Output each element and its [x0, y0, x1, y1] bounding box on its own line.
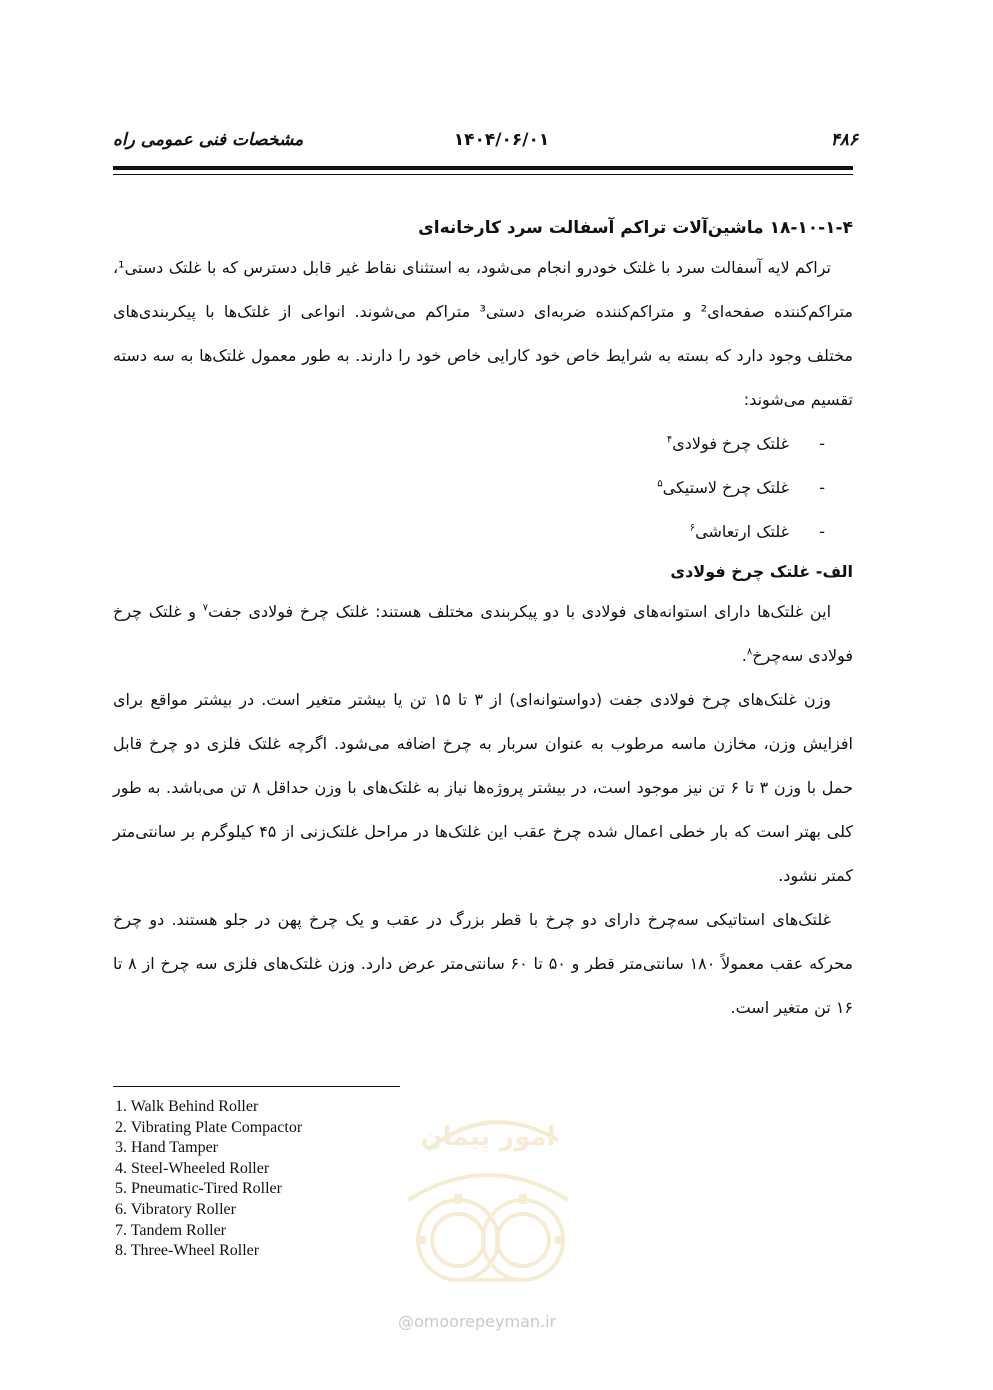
header-rule-thin [113, 174, 853, 175]
paragraph-tandem-weight: وزن غلتک‌های چرخ فولادی جفت (دواستوانه‌ای) از ۳ تا ۱۵ تن یا بیشتر متغیر است. در بیشتر مواقع برای افزایش وزن، مخازن ماسه مرطوب به عنوان سربار به چرخ اضافه می‌شود. اگرچه غلتک فلزی دو چرخ قابل حمل با وزن ۳ تا ۶ تن نیز موجود است، در بیشتر پروژه‌ها نیاز به غلتک‌های با وزن حداقل ۸ تن می‌باشد. به طور کلی بهتر است که بار خطی اعمال شده چرخ عقب این غلتک‌ها در مراحل غلتک‌زنی از ۴۵ کیلوگرم بر سانتی‌متر کمتر نشود. [113, 690, 853, 885]
footnote-ref: ۴ [666, 434, 673, 446]
bullet-dash: - [819, 478, 825, 497]
footnote: 2. Vibrating Plate Compactor [115, 1118, 303, 1136]
subheading: الف- غلتک چرخ فولادی [670, 562, 853, 581]
footnote-ref: ۵ [657, 478, 663, 490]
footnote: 7. Tandem Roller [115, 1221, 227, 1239]
footnote-ref: ۶ [689, 522, 696, 534]
watermark-logo-text: امور پیمان [420, 1122, 556, 1152]
paragraph-text: . [741, 646, 747, 665]
list-item-text: غلتک چرخ لاستیکی [662, 478, 789, 497]
footnote: 6. Vibratory Roller [115, 1200, 236, 1218]
footnote-ref: ۸ [746, 646, 753, 658]
section-title: ۱۸-۱۰-۱-۴ ماشین‌آلات تراکم آسفالت سرد کارخانه‌ای [418, 218, 853, 238]
footnote-rule [113, 1086, 400, 1087]
footnote-ref: ۷ [202, 602, 209, 614]
intro-paragraph: تراکم لایه آسفالت سرد با غلتک خودرو انجام می‌شود، به استثنای نقاط غیر قابل دسترس که با غلتک دستی¹، متراکم‌کننده صفحه‌ای² و متراکم‌کننده ضربه‌ای دستی³ متراکم می‌شوند. انواعی از غلتک‌ها با پیکربندی‌های مختلف وجود دارد که بسته به شرایط خاص خود کارایی خاص خود را دارند. به طور معمول غلتک‌ها به سه دسته تقسیم می‌شوند: [113, 258, 854, 409]
page-content [113, 210, 853, 1030]
footnote: 4. Steel-Wheeled Roller [115, 1159, 270, 1177]
page-number: ۴۸۶ [830, 130, 858, 150]
list-item [113, 466, 825, 510]
list-item-text: غلتک ارتعاشی [695, 522, 789, 541]
paragraph-steel-roller-types [113, 590, 853, 678]
list-item [113, 510, 825, 554]
book-title: مشخصات فنی عمومی راه [113, 130, 304, 150]
bullet-dash: - [819, 522, 825, 541]
paragraph-text: این غلتک‌ها دارای استوانه‌های فولادی با دو پیکربندی مختلف هستند: غلتک چرخ فولادی جفت [208, 602, 832, 621]
paragraph-three-wheel: غلتک‌های استاتیکی سه‌چرخ دارای دو چرخ با قطر بزرگ در عقب و یک چرخ پهن در جلو هستند. دو چرخ محرکه عقب معمولاً ۱۸۰ سانتی‌متر قطر و ۵۰ تا ۶۰ سانتی‌متر عرض دارد. وزن غلتک‌های فلزی سه چرخ از ۸ تا ۱۶ تن متغیر است. [113, 910, 853, 1017]
header-date-text: ۱۴۰۴/۰۶/۰۱ [453, 130, 550, 150]
watermark-logo [388, 1090, 588, 1300]
watermark-url: @omoorepeyman.ir [398, 1312, 557, 1331]
bullet-dash: - [819, 434, 825, 453]
paragraph-text: و غلتک چرخ فولادی سه‌چرخ [113, 602, 853, 665]
footnote: 8. Three-Wheel Roller [115, 1242, 260, 1260]
list-item-text: غلتک چرخ فولادی [672, 434, 789, 453]
list-item [113, 422, 825, 466]
roller-type-list [113, 422, 853, 554]
footnote: 3. Hand Tamper [115, 1139, 218, 1157]
footnote: 1. Walk Behind Roller [115, 1098, 259, 1115]
footnotes [115, 1097, 302, 1262]
header-rule-thick [113, 166, 853, 170]
footnote: 5. Pneumatic-Tired Roller [115, 1180, 282, 1198]
